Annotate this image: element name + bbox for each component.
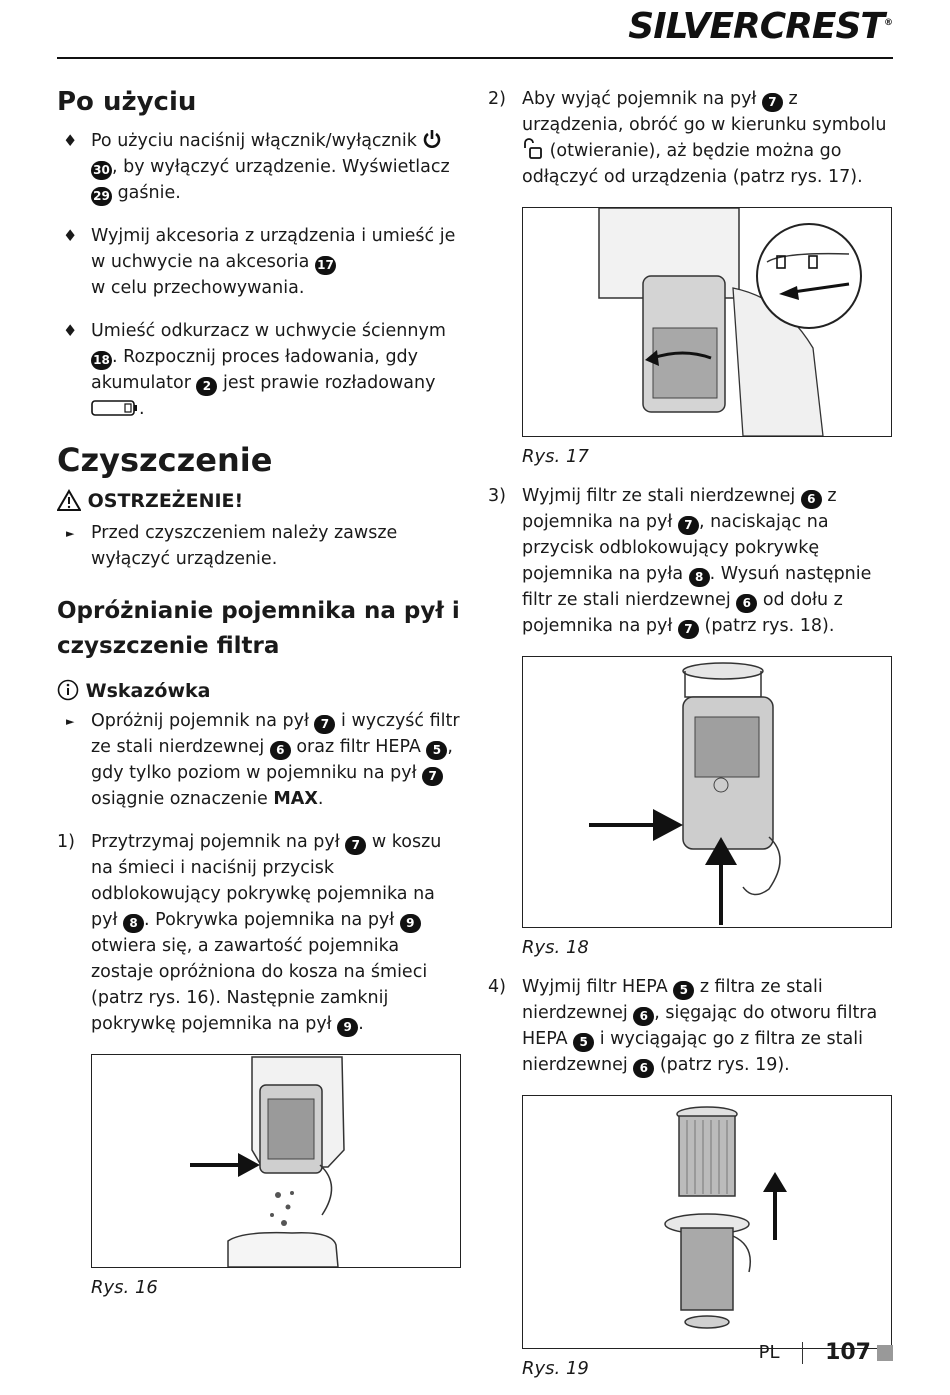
ref-badge: 7 xyxy=(314,715,335,734)
hint-item: ► Opróżnij pojemnik na pył 7 i wyczyść filtr ze stali nierdzewnej 6 oraz filtr HEPA 5 , gdy tylko poziom w pojemniku na pył 7 osiągnie oznaczenie MAX. xyxy=(66,711,460,809)
after-use-item: ♦ Po użyciu naciśnij włącznik/wyłącznik 30 , by wyłączyć urządzenie. Wyświetlacz 29 gaśnie. xyxy=(57,128,462,206)
ref-badge: 8 xyxy=(123,914,144,933)
figure-16 xyxy=(91,1054,461,1268)
ref-badge: 17 xyxy=(315,256,336,275)
ref-badge: 5 xyxy=(426,741,447,760)
figure-18-caption: Rys. 18 xyxy=(522,937,589,958)
figure-19-illustration xyxy=(523,1096,891,1348)
footer-divider xyxy=(802,1342,804,1364)
power-icon xyxy=(422,129,442,149)
ref-badge: 7 xyxy=(678,516,699,535)
after-use-item: ♦ Umieść odkurzacz w uchwycie ściennym 18 . Rozpocznij proces ładowania, gdy akumulator 2 jest prawie rozładowany . xyxy=(57,318,462,422)
diamond-bullet-icon: ♦ xyxy=(63,321,78,340)
ref-badge: 7 xyxy=(762,93,783,112)
ref-badge: 6 xyxy=(633,1059,654,1078)
warning-item: ► Przed czyszczeniem należy zawsze wyłączyć urządzenie. xyxy=(66,523,398,569)
ref-badge: 6 xyxy=(633,1007,654,1026)
warning-label: OSTRZEŻENIE! xyxy=(57,488,462,514)
ref-badge: 9 xyxy=(400,914,421,933)
empty-container-heading: Opróżnianie pojemnika na pył i czyszczenie filtra xyxy=(57,598,460,659)
left-column xyxy=(57,86,462,1314)
ref-badge: 6 xyxy=(736,594,757,613)
after-use-heading: Po użyciu xyxy=(57,87,197,117)
unlock-icon xyxy=(522,138,544,160)
ref-badge: 8 xyxy=(689,568,710,587)
page-number: 107 xyxy=(825,1340,871,1365)
info-icon xyxy=(57,679,79,701)
after-use-item: ♦ Wyjmij akcesoria z urządzenia i umieść je w uchwycie na akcesoria 17 w celu przechowywania. xyxy=(57,223,462,301)
figure-19-caption: Rys. 19 xyxy=(522,1358,589,1379)
battery-low-icon xyxy=(91,399,139,417)
brand-logo: SILVERCREST® xyxy=(628,6,892,47)
page-footer xyxy=(759,1340,893,1365)
figure-19 xyxy=(522,1095,892,1349)
ref-badge: 7 xyxy=(345,836,366,855)
hint-label: Wskazówka xyxy=(57,678,462,704)
ref-badge: 2 xyxy=(196,377,217,396)
figure-16-caption: Rys. 16 xyxy=(91,1277,158,1298)
ref-badge: 9 xyxy=(337,1018,358,1037)
language-label: PL xyxy=(758,1342,780,1363)
ref-badge: 29 xyxy=(91,187,112,206)
figure-17 xyxy=(522,207,892,437)
warning-triangle-icon xyxy=(57,489,81,511)
figure-17-illustration xyxy=(523,208,891,436)
ref-badge: 6 xyxy=(270,741,291,760)
ref-badge: 7 xyxy=(422,767,443,786)
right-column xyxy=(488,86,893,1395)
step-2: 2) Aby wyjąć pojemnik na pył 7 z urządzenia, obróć go w kierunku symbolu (otwieranie), aż będzie można go odłączyć od urządzenia (patrz rys. 17). xyxy=(488,89,887,187)
ref-badge: 5 xyxy=(573,1033,594,1052)
figure-16-illustration xyxy=(92,1055,460,1267)
cleaning-heading: Czyszczenie xyxy=(57,441,273,479)
diamond-bullet-icon: ♦ xyxy=(63,226,78,245)
step-3: 3) Wyjmij filtr ze stali nierdzewnej 6 z pojemnika na pył 7 , naciskając na przycisk odblokowujący pokrywkę pojemnika na pyła 8 . Wysuń następnie filtr ze stali nierdzewnej 6 od dołu z pojemnika na pył 7 (patrz rys. 18). xyxy=(488,483,893,639)
page-marker-square xyxy=(877,1345,893,1361)
step-4: 4) Wyjmij filtr HEPA 5 z filtra ze stali nierdzewnej 6 , sięgając do otworu filtra HEPA 5 i wyciągając go z filtra ze stali nierdzewnej 6 (patrz rys. 19). xyxy=(488,974,893,1078)
step-1: 1) Przytrzymaj pojemnik na pył 7 w koszu na śmieci i naciśnij przycisk odblokowujący pokrywkę pojemnika na pył 8 . Pokrywka pojemnika na pył 9 otwiera się, a zawartość pojemnika zostaje opróżniona do kosza na śmieci (patrz rys. 16). Następnie zamknij pokrywkę pojemnika na pył 9 . xyxy=(57,829,462,1037)
ref-badge: 6 xyxy=(801,490,822,509)
triangle-bullet-icon: ► xyxy=(66,715,75,728)
ref-badge: 18 xyxy=(91,351,112,370)
diamond-bullet-icon: ♦ xyxy=(63,131,78,150)
figure-18 xyxy=(522,656,892,928)
figure-17-caption: Rys. 17 xyxy=(522,446,589,467)
figure-18-illustration xyxy=(523,657,891,927)
ref-badge: 30 xyxy=(91,161,112,180)
header-rule xyxy=(57,57,893,59)
ref-badge: 5 xyxy=(673,981,694,1000)
ref-badge: 7 xyxy=(678,620,699,639)
triangle-bullet-icon: ► xyxy=(66,527,75,540)
